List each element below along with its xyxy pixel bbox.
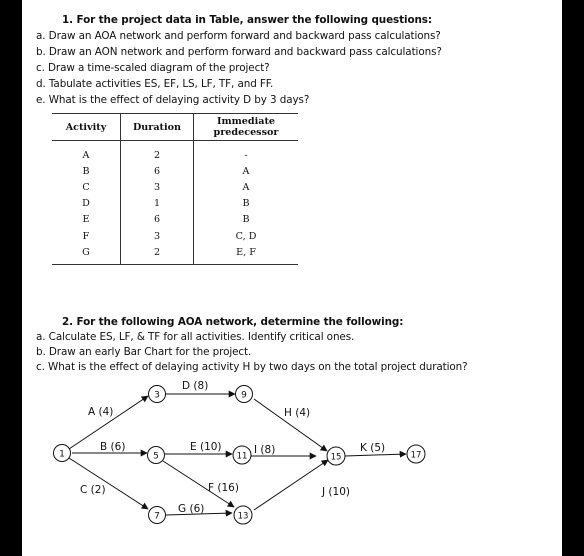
label-G: G (6)	[178, 503, 205, 515]
q2-item-a: a. Calculate ES, LF, & TF for all activities. Identify critical ones.	[36, 331, 355, 343]
svg-text:17: 17	[410, 450, 422, 461]
cell-predecessor: E, F	[236, 246, 256, 258]
svg-text:13: 13	[237, 511, 249, 522]
node-1	[54, 445, 71, 462]
label-A: A (4)	[88, 406, 114, 418]
q1-heading: 1. For the project data in Table, answer the following questions:	[62, 14, 432, 26]
arrow-K	[345, 454, 406, 456]
label-E: E (10)	[190, 441, 222, 453]
svg-text:11: 11	[236, 451, 248, 462]
cell-duration: 6	[121, 163, 194, 179]
node-15	[327, 447, 345, 465]
label-H: H (4)	[284, 407, 311, 419]
label-C: C (2)	[80, 484, 106, 496]
svg-text:9: 9	[241, 390, 247, 401]
cell-duration: 2	[121, 244, 194, 265]
q2-heading: 2. For the following AOA network, determine the following:	[62, 316, 404, 328]
q2-item-b: b. Draw an early Bar Chart for the project.	[36, 346, 252, 358]
header-duration: Duration	[121, 114, 194, 141]
cell-activity: F	[82, 230, 90, 242]
svg-text:15: 15	[330, 452, 342, 463]
cell-predecessor: B	[242, 214, 250, 226]
cell-activity: C	[82, 181, 90, 193]
cell-duration: 3	[121, 179, 194, 195]
cell-activity: E	[82, 214, 90, 226]
cell-predecessor: C, D	[235, 230, 257, 242]
node-17	[407, 445, 425, 463]
q1-item-c: c. Draw a time-scaled diagram of the project?	[36, 62, 270, 74]
svg-text:3: 3	[154, 390, 160, 401]
q1-item-b: b. Draw an AON network and perform forward and backward pass calculations?	[36, 46, 442, 58]
cell-predecessor: -	[244, 149, 248, 161]
q1-item-e: e. What is the effect of delaying activity D by 3 days?	[36, 94, 310, 106]
label-F: F (16)	[208, 482, 239, 494]
node-3	[149, 386, 166, 403]
node-9	[236, 386, 253, 403]
label-D: D (8)	[182, 380, 209, 392]
label-I: I (8)	[254, 444, 276, 456]
svg-text:5: 5	[153, 451, 159, 462]
cell-activity: G	[82, 246, 90, 258]
q1-item-d: d. Tabulate activities ES, EF, LS, LF, TF, and FF.	[36, 78, 274, 90]
node-5	[148, 447, 165, 464]
cell-predecessor: A	[242, 181, 250, 193]
q2-item-c: c. What is the effect of delaying activity H by two days on the total project duration?	[36, 361, 468, 373]
header-predecessor: Immediate predecessor	[213, 116, 279, 138]
node-11	[233, 446, 251, 464]
cell-activity: A	[82, 149, 90, 161]
node-13	[234, 506, 252, 524]
cell-duration: 3	[121, 228, 194, 244]
svg-text:7: 7	[154, 511, 160, 522]
arrow-J	[254, 460, 328, 510]
svg-text:1: 1	[59, 449, 65, 460]
cell-predecessor: A	[242, 165, 250, 177]
cell-duration: 6	[121, 212, 194, 228]
document-page	[22, 0, 562, 556]
cell-predecessor: B	[242, 198, 250, 210]
cell-duration: 1	[121, 196, 194, 212]
label-B: B (6)	[100, 441, 126, 453]
label-J: J (10)	[322, 486, 350, 498]
aoa-network-diagram	[22, 0, 562, 556]
cell-activity: B	[82, 165, 90, 177]
label-K: K (5)	[360, 442, 386, 454]
cell-duration: 2	[121, 141, 194, 164]
node-7	[149, 507, 166, 524]
header-activity: Activity	[65, 121, 107, 133]
q1-item-a: a. Draw an AOA network and perform forward and backward pass calculations?	[36, 30, 441, 42]
cell-activity: D	[82, 198, 90, 210]
